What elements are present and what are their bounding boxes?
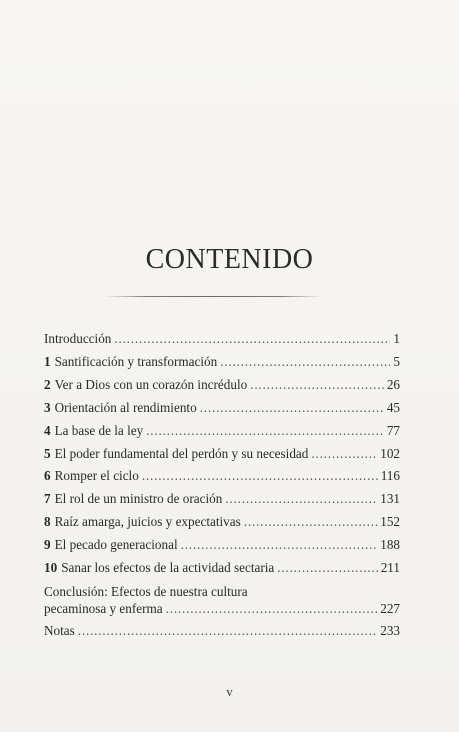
toc-entry-page: 1 [393, 331, 400, 346]
toc-entry-page: 152 [380, 514, 400, 530]
toc-entry-introduction [44, 328, 400, 351]
toc-entry-page: 77 [386, 422, 400, 438]
page-title: CONTENIDO [145, 244, 314, 275]
chapter-number: 2 [44, 376, 51, 392]
chapter-number: 7 [44, 491, 51, 507]
toc-entry-conclusion [44, 583, 400, 617]
toc-entry-title: El pecado generacional [54, 537, 178, 553]
chapter-number: 9 [44, 537, 51, 553]
toc-entry-title: Sanar los efectos de la actividad sectaria [61, 560, 275, 576]
toc-entry-page: 116 [380, 468, 400, 484]
toc-entry-chapter-3 [44, 397, 400, 420]
toc-entry-page: 188 [380, 537, 400, 553]
chapter-number: 1 [44, 353, 51, 369]
toc-entry-title: La base de la ley [54, 422, 144, 438]
dot-leader [244, 511, 377, 534]
toc-entry-page: 45 [386, 399, 400, 415]
toc-entry-title: Santificación y transformación [54, 353, 218, 369]
toc-entry-chapter-9 [44, 534, 400, 557]
toc-entry-notes [44, 620, 400, 643]
toc-entry-title: Raíz amarga, juicios y expectativas [54, 514, 241, 530]
toc-entry-page: 26 [386, 376, 400, 392]
chapter-number: 3 [44, 399, 51, 415]
dot-leader [250, 374, 384, 397]
toc-entry-title-line2: pecaminosa y enferma [44, 600, 163, 616]
toc-entry-chapter-7 [44, 488, 400, 511]
toc-entry-title: Romper el ciclo [54, 468, 139, 484]
dot-leader [78, 620, 377, 643]
toc-entry-chapter-4 [44, 420, 400, 443]
toc-entry-page: 5 [393, 353, 400, 369]
toc-entry-page: 131 [380, 491, 400, 507]
toc-entry-title: Notas [44, 622, 75, 638]
chapter-number: 10 [44, 560, 58, 576]
dot-leader [200, 397, 384, 420]
toc-entry-chapter-1 [44, 351, 400, 374]
dot-leader [166, 600, 378, 617]
title-divider [104, 296, 322, 297]
toc-entry-chapter-6 [44, 465, 400, 488]
dot-leader [181, 534, 378, 557]
dot-leader [277, 557, 377, 580]
toc-entry-page: 102 [380, 445, 400, 461]
dot-leader [146, 420, 384, 443]
toc-entry-title: Conclusión: Efectos de nuestra cultura [44, 583, 248, 599]
toc-entry-chapter-2 [44, 374, 400, 397]
toc-entry-chapter-5 [44, 443, 400, 466]
dot-leader [220, 351, 390, 374]
dot-leader [114, 328, 390, 351]
dot-leader [311, 443, 377, 466]
toc-entry-title-continued [44, 600, 400, 617]
chapter-number: 5 [44, 445, 51, 461]
toc-entry-title: El poder fundamental del perdón y su necesidad [54, 445, 309, 461]
table-of-contents [44, 328, 400, 643]
dot-leader [142, 465, 378, 488]
page-number: v [226, 684, 233, 699]
dot-leader [225, 488, 377, 511]
toc-entry-title: Ver a Dios con un corazón incrédulo [54, 376, 248, 392]
toc-entry-title: Introducción [44, 331, 112, 346]
toc-entry-title: El rol de un ministro de oración [54, 491, 223, 507]
toc-entry-page: 233 [380, 622, 400, 638]
toc-entry-title: Orientación al rendimiento [54, 399, 197, 415]
toc-entry-chapter-8 [44, 511, 400, 534]
toc-entry-page: 211 [380, 560, 400, 576]
chapter-number: 4 [44, 422, 51, 438]
chapter-number: 8 [44, 514, 51, 530]
toc-entry-page: 227 [380, 600, 400, 616]
toc-entry-chapter-10 [44, 557, 400, 580]
chapter-number: 6 [44, 468, 51, 484]
